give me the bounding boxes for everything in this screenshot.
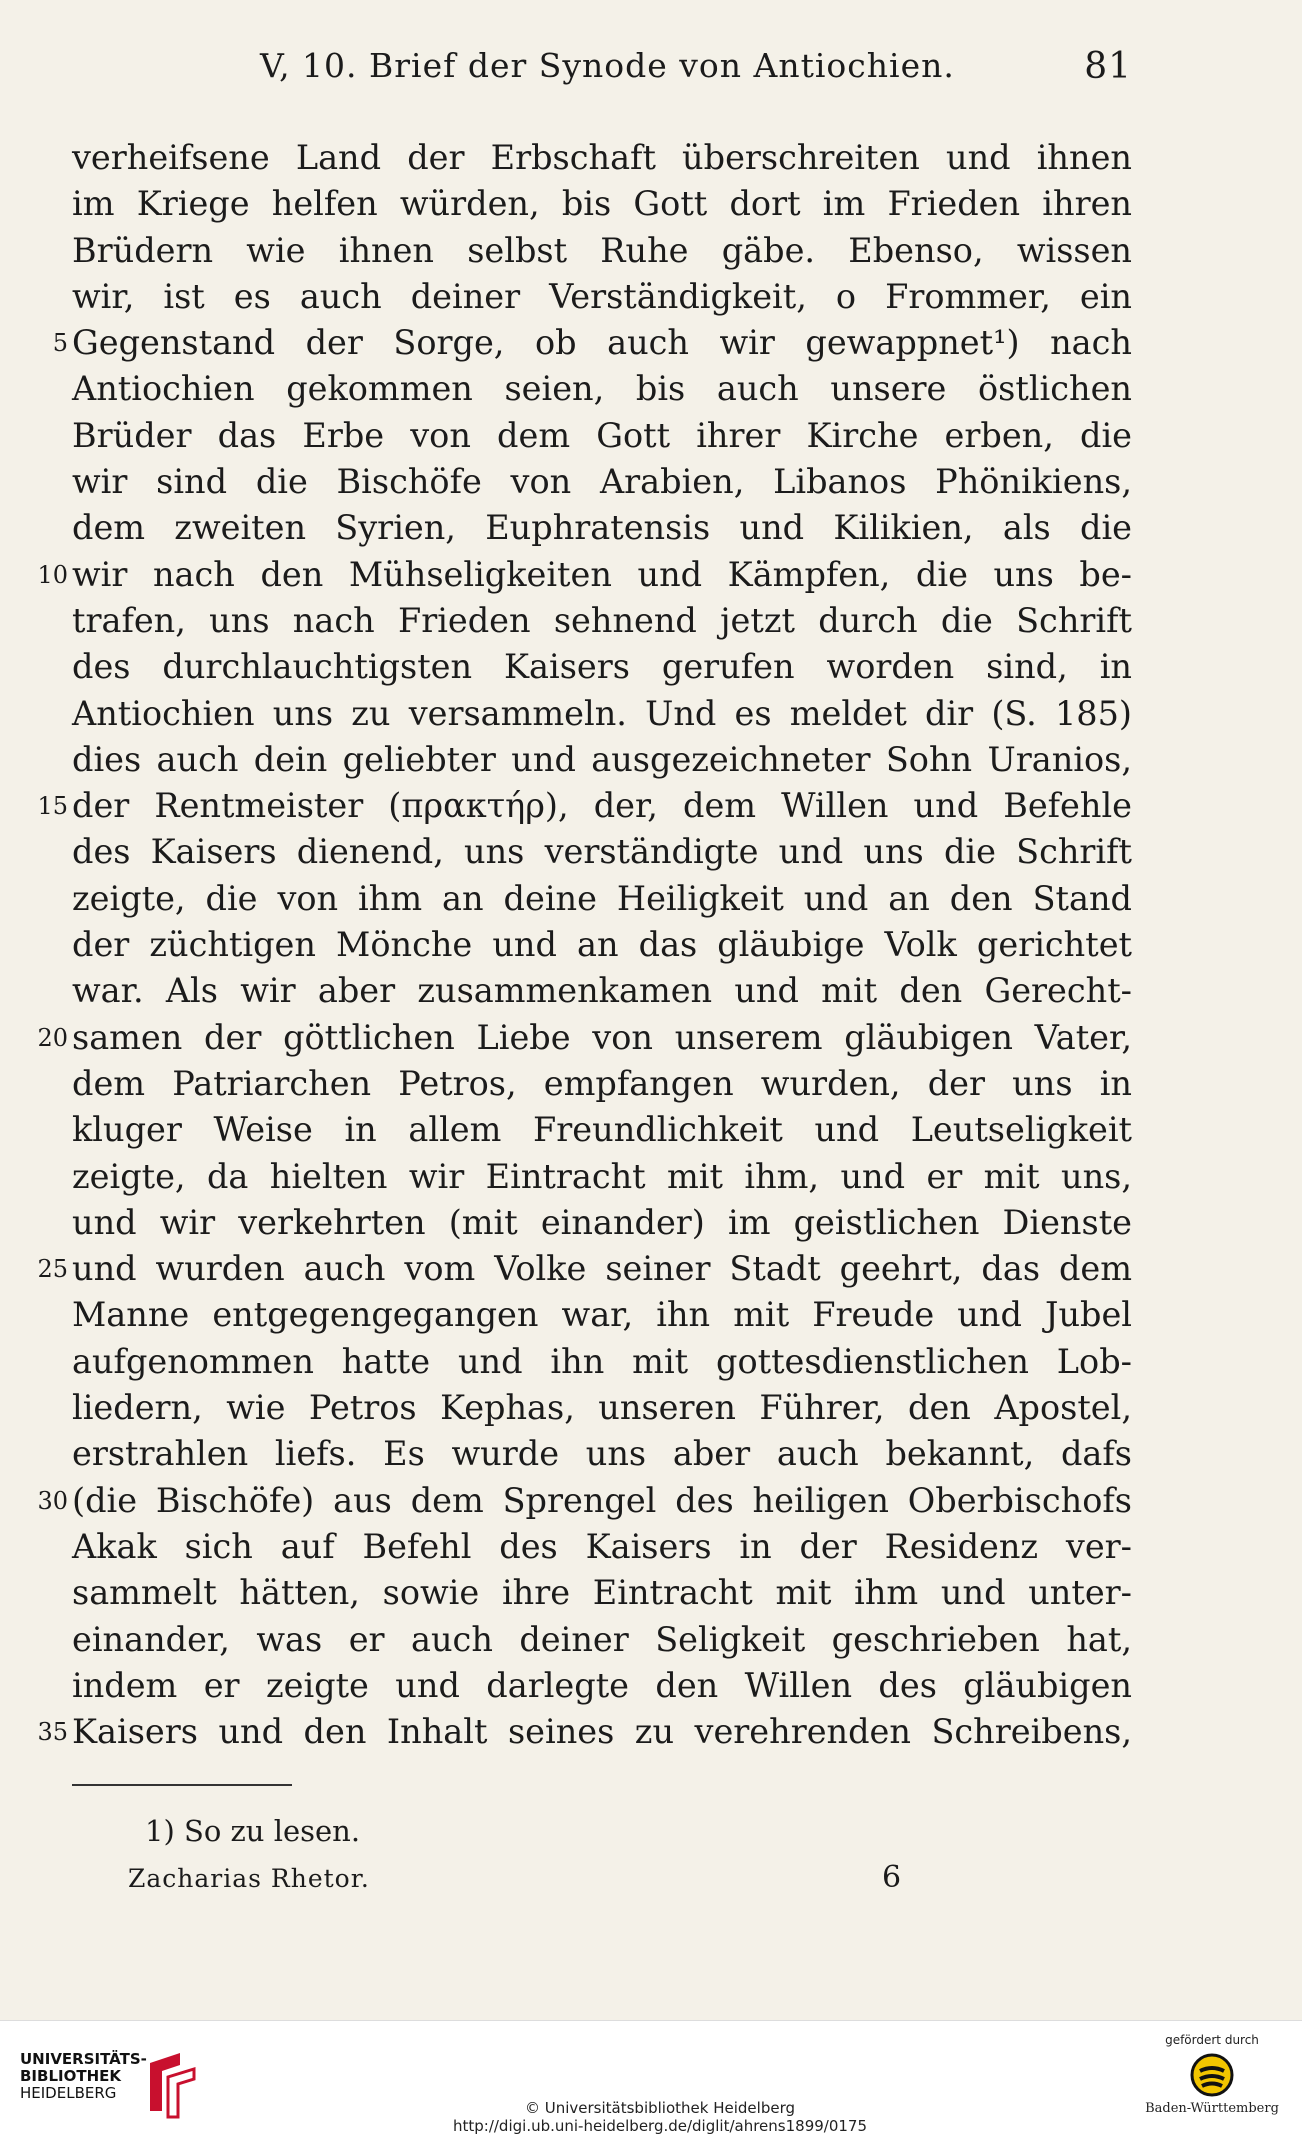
text-line <box>0 829 1302 875</box>
line-text: des Kaisers dienend, uns verständigte und uns die Schrift <box>72 832 1132 872</box>
text-line <box>0 644 1302 690</box>
running-title: V, 10. Brief der Synode von Antiochien. <box>260 46 955 85</box>
text-line <box>0 320 1302 366</box>
line-text: einander, was er auch deiner Seligkeit geschrieben hat, <box>72 1619 1132 1659</box>
text-line <box>0 1339 1302 1385</box>
text-line <box>0 1524 1302 1570</box>
text-line <box>0 1015 1302 1061</box>
line-text: und wir verkehrten (mit einander) im geistlichen Dienste <box>72 1202 1132 1242</box>
crest-icon <box>1190 2053 1234 2097</box>
copyright-text: © Universitätsbibliothek Heidelberg <box>524 2099 795 2117</box>
text-line <box>0 181 1302 227</box>
line-number: 35 <box>37 1718 68 1747</box>
text-line <box>0 366 1302 412</box>
copyright-block <box>420 2099 900 2135</box>
line-text: der Rentmeister (πρακτήρ), der, dem Willen und Befehle <box>72 786 1132 826</box>
text-line <box>0 552 1302 598</box>
line-text: verheifsene Land der Erbschaft überschreiten und ihnen <box>72 138 1132 177</box>
line-text: des durchlauchtigsten Kaisers gerufen worden sind, in <box>72 647 1132 687</box>
text-line <box>0 1478 1302 1524</box>
funder-name: Baden-Württemberg <box>1145 2101 1279 2116</box>
text-line <box>0 135 1302 181</box>
line-text: dem Patriarchen Petros, empfangen wurden, der uns in <box>72 1063 1132 1103</box>
text-line <box>0 691 1302 737</box>
running-head <box>70 46 1132 90</box>
line-text: (die Bischöfe) aus dem Sprengel des heiligen Oberbischofs <box>72 1480 1132 1520</box>
text-line <box>0 459 1302 505</box>
text-line <box>0 413 1302 459</box>
line-text: und wurden auch vom Volke seiner Stadt geehrt, das dem <box>72 1249 1132 1289</box>
body-text <box>0 135 1302 1755</box>
line-text: trafen, uns nach Frieden sehnend jetzt durch die Schrift <box>72 600 1132 640</box>
library-name-line3: HEIDELBERG <box>20 2084 117 2102</box>
line-text: kluger Weise in allem Freundlichkeit und Leutseligkeit <box>72 1110 1132 1150</box>
text-line <box>0 1570 1302 1616</box>
signature-line: Zacharias Rhetor. <box>128 1864 370 1893</box>
text-line <box>0 968 1302 1014</box>
footnote: 1) So zu lesen. <box>145 1814 361 1848</box>
line-text: Brüder das Erbe von dem Gott ihrer Kirche erben, die <box>72 415 1132 455</box>
text-line <box>0 922 1302 968</box>
text-line <box>0 1709 1302 1755</box>
text-line <box>0 1200 1302 1246</box>
permalink[interactable]: http://digi.ub.uni-heidelberg.de/diglit/ahrens1899/0175 <box>452 2117 868 2135</box>
line-number: 15 <box>37 792 68 821</box>
funded-by-label: gefördert durch <box>1165 2033 1259 2047</box>
text-line <box>0 1107 1302 1153</box>
line-text: war. Als wir aber zusammenkamen und mit den Gerecht- <box>72 971 1132 1011</box>
line-text: Kaisers und den Inhalt seines zu verehrenden Schreibens, <box>72 1712 1132 1752</box>
line-text: sammelt hätten, sowie ihre Eintracht mit ihm und unter- <box>72 1573 1132 1613</box>
library-mark-icon <box>140 2051 200 2121</box>
line-text: zeigte, da hielten wir Eintracht mit ihm, und er mit uns, <box>72 1156 1132 1196</box>
library-name-line1: UNIVERSITÄTS- <box>20 2050 147 2068</box>
line-text: dem zweiten Syrien, Euphratensis und Kilikien, als die <box>72 508 1132 548</box>
line-number: 5 <box>52 329 68 358</box>
line-number: 10 <box>37 560 68 589</box>
line-number: 30 <box>37 1486 68 1515</box>
text-line <box>0 1292 1302 1338</box>
text-line <box>0 598 1302 644</box>
text-line <box>0 1431 1302 1477</box>
text-line <box>0 505 1302 551</box>
line-text: indem er zeigte und darlegte den Willen des gläubigen <box>72 1665 1132 1705</box>
footer-bar <box>0 2020 1302 2137</box>
text-line <box>0 1154 1302 1200</box>
page-number: 81 <box>1084 46 1132 87</box>
text-line <box>0 1385 1302 1431</box>
line-text: aufgenommen hatte und ihn mit gottesdienstlichen Lob- <box>72 1341 1132 1381</box>
library-logo[interactable] <box>20 2051 200 2131</box>
text-line <box>0 783 1302 829</box>
line-text: liedern, wie Petros Kephas, unseren Führer, den Apostel, <box>72 1388 1132 1428</box>
line-text: Gegenstand der Sorge, ob auch wir gewappnet¹) nach <box>72 323 1132 363</box>
text-line <box>0 1061 1302 1107</box>
line-text: der züchtigen Mönche und an das gläubige Volk gerichtet <box>72 925 1132 965</box>
line-text: zeigte, die von ihm an deine Heiligkeit und an den Stand <box>72 878 1132 918</box>
footnote-rule <box>72 1784 292 1786</box>
line-text: Antiochien uns zu versammeln. Und es meldet dir (S. 185) <box>72 693 1132 733</box>
library-name-line2: BIBLIOTHEK <box>20 2067 121 2085</box>
text-line <box>0 274 1302 320</box>
signature-mark: 6 <box>882 1860 902 1895</box>
text-line <box>0 228 1302 274</box>
line-text: samen der göttlichen Liebe von unserem gläubigen Vater, <box>72 1017 1132 1057</box>
line-number: 20 <box>37 1023 68 1052</box>
text-line <box>0 737 1302 783</box>
line-text: dies auch dein geliebter und ausgezeichneter Sohn Uranios, <box>72 739 1132 779</box>
line-text: wir nach den Mühseligkeiten und Kämpfen, die uns be- <box>72 554 1132 594</box>
line-text: Manne entgegengegangen war, ihn mit Freude und Jubel <box>72 1295 1132 1335</box>
text-line <box>0 1663 1302 1709</box>
line-text: Brüdern wie ihnen selbst Ruhe gäbe. Ebenso, wissen <box>72 230 1132 270</box>
line-text: Antiochien gekommen seien, bis auch unsere östlichen <box>72 369 1132 409</box>
text-line <box>0 1617 1302 1663</box>
line-text: erstrahlen liefs. Es wurde uns aber auch bekannt, dafs <box>72 1434 1132 1474</box>
text-line <box>0 1246 1302 1292</box>
line-text: im Kriege helfen würden, bis Gott dort im Frieden ihren <box>72 184 1132 224</box>
funding-block[interactable] <box>1142 2033 1282 2116</box>
line-text: Akak sich auf Befehl des Kaisers in der Residenz ver- <box>72 1526 1132 1566</box>
line-text: wir sind die Bischöfe von Arabien, Libanos Phönikiens, <box>72 462 1132 502</box>
line-number: 25 <box>37 1255 68 1284</box>
text-line <box>0 876 1302 922</box>
line-text: wir, ist es auch deiner Verständigkeit, o Frommer, ein <box>72 276 1132 316</box>
